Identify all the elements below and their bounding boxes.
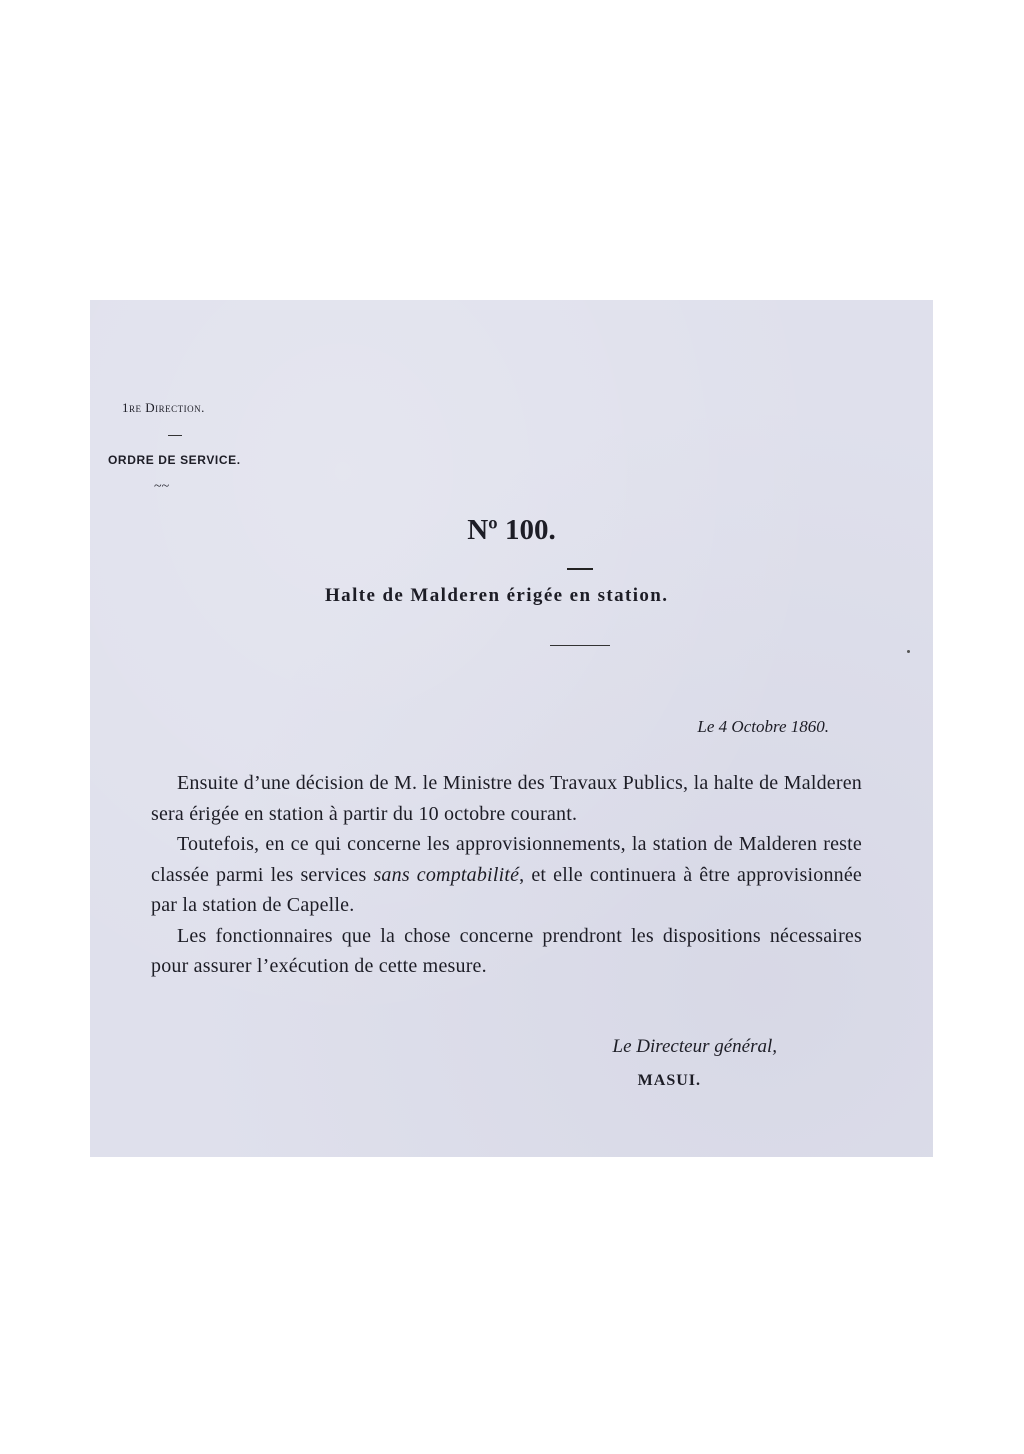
paragraph-2-emphasis: sans comptabilité (373, 863, 520, 886)
paragraph-2-start: Toutefois, en ce qui concerne les approvisionnements, la station de Malderen reste classée parmi les services (151, 833, 862, 886)
header-dash (168, 435, 182, 436)
body-text (151, 768, 862, 982)
paragraph-2-end: , et elle continuera à être approvisionnée par la station de Capelle. (151, 863, 862, 916)
ink-speck (907, 650, 910, 653)
signature-title: Le Directeur général, (612, 1036, 777, 1057)
paragraph-2 (151, 829, 862, 921)
header-direction: 1re Direction. (122, 400, 205, 415)
paragraph-3: Les fonctionnaires que la chose concerne prendront les dispositions nécessaires pour assurer l’exécution de cette mesure. (151, 924, 862, 977)
signature-name: MASUI. (637, 1072, 701, 1089)
number-dash (567, 568, 593, 570)
header-swash: ~~ (154, 479, 170, 494)
order-number: Nº 100. (467, 514, 556, 546)
paragraph-1: Ensuite d’une décision de M. le Ministre des Travaux Publics, la halte de Malderen sera érigée en station à partir du 10 octobre courant. (151, 772, 862, 825)
order-date: Le 4 Octobre 1860. (697, 717, 829, 736)
header-ordre-de-service: ORDRE DE SERVICE. (108, 453, 241, 467)
order-subject: Halte de Malderen érigée en station. (325, 585, 669, 606)
subject-rule (550, 645, 610, 646)
scanned-page (90, 300, 933, 1157)
